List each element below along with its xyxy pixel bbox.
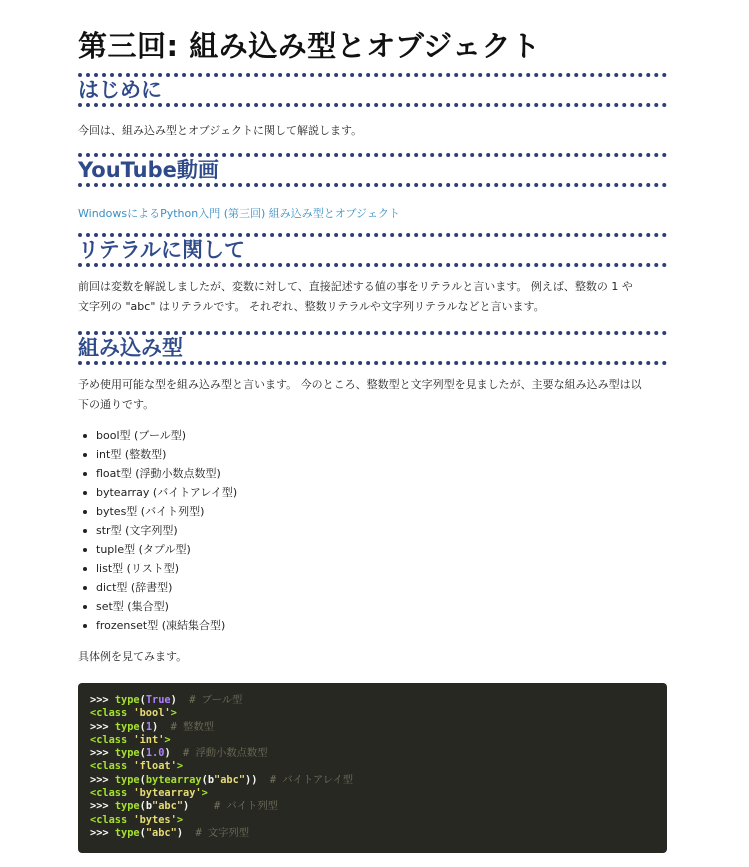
literal-paragraph-line-2: 文字列の "abc" はリテラルです。 それぞれ、整数リテラルや文字列リテラルなどと言います。 — [78, 300, 545, 313]
page-title: 第三回: 組み込み型とオブジェクト — [78, 29, 541, 63]
heading-text: 組み込み型 — [78, 336, 183, 360]
section-heading-literal — [78, 233, 667, 267]
builtin-type-list — [78, 426, 237, 635]
list-item: list型 (リスト型) — [96, 559, 237, 578]
section-literal — [78, 233, 667, 317]
intro-paragraph: 今回は、組み込み型とオブジェクトに関して解説します。 — [78, 124, 363, 137]
list-item: bool型 (ブール型) — [96, 426, 237, 445]
list-item: frozenset型 (凍結集合型) — [96, 616, 237, 635]
heading-text: はじめに — [78, 78, 162, 102]
section-builtin — [78, 331, 667, 415]
example-intro: 具体例を見てみます。 — [78, 650, 188, 663]
heading-text: リテラルに関して — [78, 238, 245, 262]
literal-paragraph-line-1: 前回は変数を解説しましたが、変数に対して、直接記述する値の事をリテラルと言います。 例えば、整数の 1 や — [78, 280, 633, 293]
list-item: bytearray (バイトアレイ型) — [96, 483, 237, 502]
list-item: tuple型 (タプル型) — [96, 540, 237, 559]
list-item: str型 (文字列型) — [96, 521, 237, 540]
builtin-paragraph-line-1: 予め使用可能な型を組み込み型と言います。 今のところ、整数型と文字列型を見ましたが、主要な組み込み型は以 — [78, 378, 642, 391]
list-item: bytes型 (バイト列型) — [96, 502, 237, 521]
heading-text: YouTube動画 — [78, 158, 219, 182]
section-youtube — [78, 153, 667, 221]
youtube-video-link[interactable]: WindowsによるPython入門 (第三回) 組み込み型とオブジェクト — [78, 207, 400, 220]
section-intro — [78, 73, 667, 141]
section-heading-youtube — [78, 153, 667, 187]
code-content: >>> type(True) # ブール型 <class 'bool'> >>> type(1) # 整数型 <class 'int'> >>> type(1.0) # 浮動小数点数型 <class 'float'> >>> type(bytearray(b"abc")) # バイトアレイ型 <class 'bytearray'> >>> type(b"abc") # バイト列型 <class 'bytes'> >>> type("abc") # 文字列型 — [90, 694, 354, 839]
list-item: set型 (集合型) — [96, 597, 237, 616]
section-heading-builtin — [78, 331, 667, 365]
list-item: dict型 (辞書型) — [96, 578, 237, 597]
builtin-paragraph-line-2: 下の通りです。 — [78, 398, 155, 411]
list-item: int型 (整数型) — [96, 445, 237, 464]
section-heading-intro — [78, 73, 667, 107]
code-block[interactable] — [78, 683, 667, 853]
list-item: float型 (浮動小数点数型) — [96, 464, 237, 483]
